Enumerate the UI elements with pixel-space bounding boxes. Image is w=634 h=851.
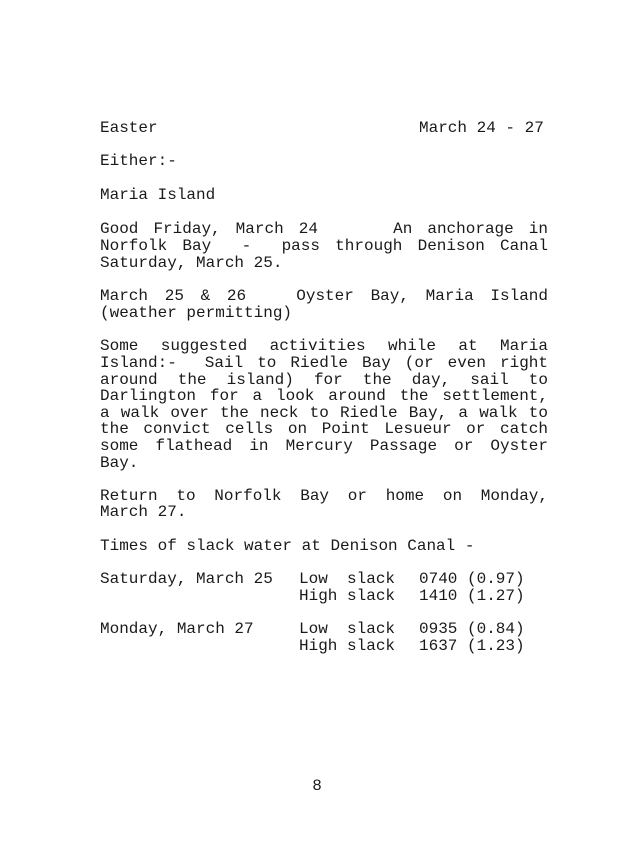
paragraph-line: Bay. — [100, 454, 139, 472]
tide-height: (0.84) — [467, 620, 525, 638]
paragraph-line: March 27. — [100, 503, 187, 521]
paragraph-line: a walk over the neck to Riedle Bay, a walk to — [100, 404, 548, 422]
paragraph-line: Good Friday, March 24 An anchorage in — [100, 220, 548, 238]
paragraph-line: (weather permitting) — [100, 304, 293, 322]
tide-type: Low slack — [299, 570, 396, 588]
tide-time: 0935 — [419, 620, 458, 638]
tide-time: 1637 — [419, 637, 458, 655]
page-title: Easter — [100, 119, 158, 137]
paragraph-line: Some suggested activities while at Maria — [100, 337, 548, 355]
paragraph-line: Return to Norfolk Bay or home on Monday, — [100, 487, 548, 505]
paragraph-line: Island:- Sail to Riedle Bay (or even right — [100, 354, 548, 372]
tide-day: Monday, March 27 — [100, 620, 254, 638]
tide-time: 0740 — [419, 570, 458, 588]
tide-height: (1.23) — [467, 637, 525, 655]
tide-height: (1.27) — [467, 587, 525, 605]
paragraph-line: around the island) for the day, sail to — [100, 371, 548, 389]
tide-type: High slack — [299, 587, 396, 605]
paragraph-line: Norfolk Bay - pass through Denison Canal — [100, 237, 548, 255]
page-number: 8 — [312, 777, 322, 795]
tide-type: High slack — [299, 637, 396, 655]
paragraph-line: Saturday, March 25. — [100, 254, 283, 272]
tides-heading: Times of slack water at Denison Canal - — [100, 537, 475, 555]
tide-type: Low slack — [299, 620, 396, 638]
date-range: March 24 - 27 — [419, 119, 544, 137]
paragraph-line: the convict cells on Point Lesueur or catch — [100, 420, 548, 438]
either-heading: Either:- — [100, 152, 177, 170]
tide-day: Saturday, March 25 — [100, 570, 273, 588]
destination-heading: Maria Island — [100, 186, 216, 204]
paragraph-line: Darlington for a look around the settlement, — [100, 387, 548, 405]
tide-time: 1410 — [419, 587, 458, 605]
paragraph-line: some flathead in Mercury Passage or Oyster — [100, 437, 548, 455]
paragraph-line: March 25 & 26 Oyster Bay, Maria Island — [100, 287, 548, 305]
tide-height: (0.97) — [467, 570, 525, 588]
